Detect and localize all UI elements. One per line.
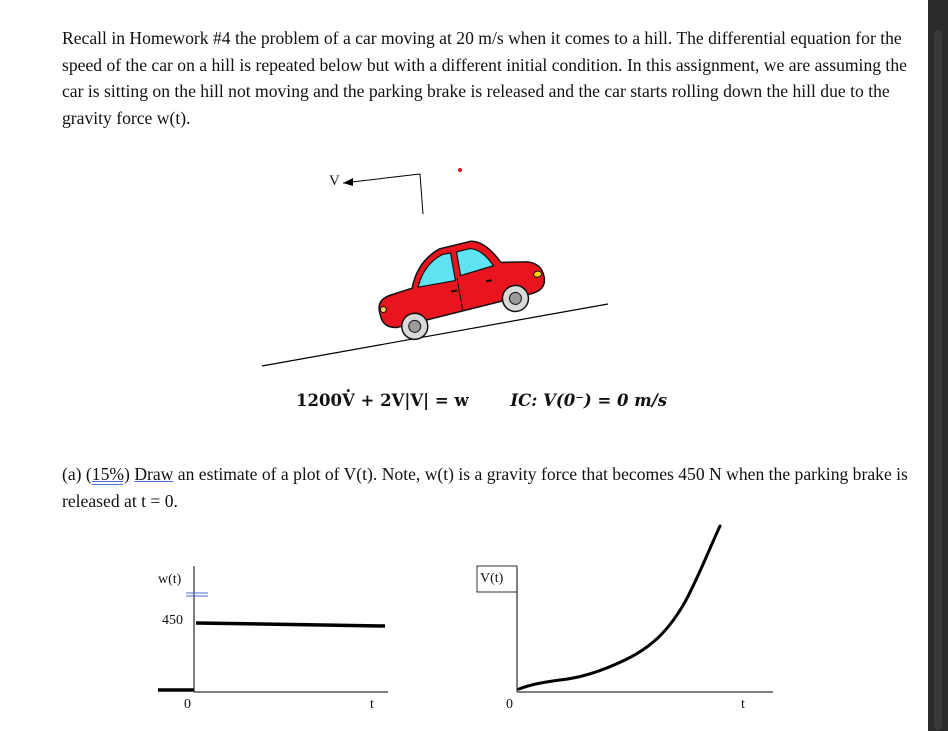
plot-w-x-zero: 0 [184, 697, 191, 712]
equation-rest: + 2V|V| = w [354, 391, 469, 410]
question-draw-word: Draw [134, 464, 174, 484]
plot-w-x-label: t [370, 697, 374, 712]
initial-condition-label: IC: [510, 391, 538, 410]
question-percent: 15%) [91, 464, 130, 484]
plot-w-tick-450: 450 [162, 613, 183, 628]
question-part-label: (a) ( [62, 464, 92, 484]
equation-coefficient: 1200 [296, 391, 342, 410]
velocity-label: V [329, 173, 340, 189]
plot-v-ylabel: V(t) [480, 571, 504, 586]
plot-v-x-zero: 0 [506, 697, 513, 712]
scrollbar-thumb[interactable] [934, 30, 942, 730]
equation-vdot: · V [342, 391, 355, 410]
initial-condition-value: V(0⁻) = 0 m/s [543, 391, 668, 410]
intro-paragraph: Recall in Homework #4 the problem of a car moving at 20 m/s when it comes to a hill. The differential equation for the speed of the car on a hill is repeated below but with a different initial condition. In this assignment, we are assuming the car is sitting on the hill not moving and the parking brake is released and the car starts rolling down the hill due to the gravity force w(t). [62, 28, 907, 128]
plot-v-x-label: t [741, 697, 745, 712]
plot-w-ylabel: w(t) [158, 572, 182, 587]
plot-v-curve [519, 526, 720, 689]
question-rest: an estimate of a plot of V(t). Note, w(t) is a gravity force that becomes 450 N when the parking brake is released at t = 0. [62, 464, 908, 511]
